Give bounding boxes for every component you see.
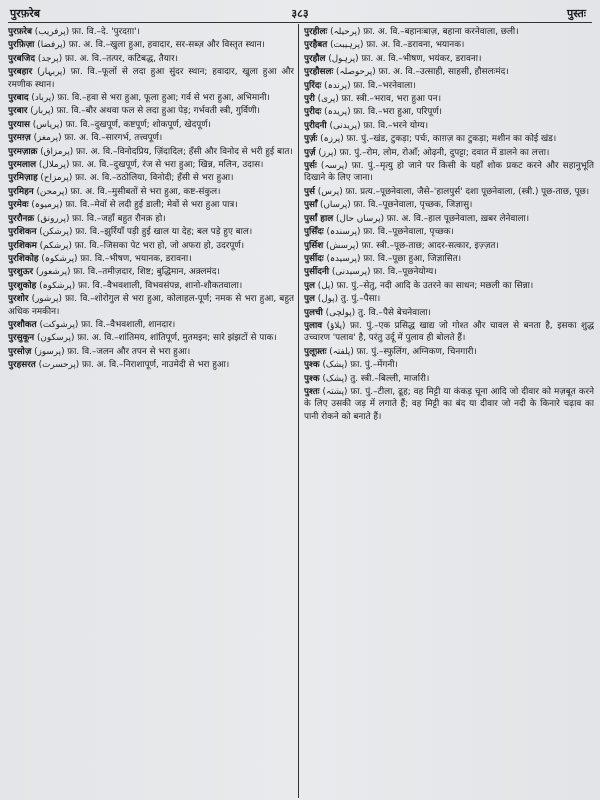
entry-headword: पुरबजिद [8, 53, 36, 64]
dictionary-entry [8, 332, 294, 344]
entry-urdu-spelling: (پررونق) [36, 213, 70, 224]
entry-definition: फ़ा. वि.–भरा हुआ, परिपूर्ण। [353, 107, 443, 118]
entry-headword: पुर्सिश [304, 240, 324, 251]
entry-urdu-spelling: (پشک) [322, 360, 348, 371]
entry-headword: पुश्क [304, 360, 320, 371]
entry-headword: पुर्ज़ [304, 147, 316, 158]
entry-urdu-spelling: (پرسکون) [36, 333, 75, 344]
dictionary-entry [304, 199, 594, 211]
entry-urdu-spelling: (پریاس) [32, 119, 63, 130]
entry-headword: पुरशौकत [8, 319, 37, 330]
dictionary-entry [8, 26, 294, 38]
entry-urdu-spelling: (پرحسرت) [38, 360, 80, 371]
dictionary-entry [304, 147, 594, 159]
entry-urdu-spelling: (پرسہ) [320, 161, 348, 172]
dictionary-entry [304, 53, 594, 65]
entry-definition: तु. पुं.–पैसा। [340, 294, 381, 305]
entry-headword: पुरशिकम [8, 240, 37, 251]
entry-urdu-spelling: (پرسندہ) [326, 227, 361, 238]
entry-headword: पुल [304, 294, 315, 305]
entry-headword: पुरहैबत [304, 40, 328, 51]
entry-urdu-spelling: (پرشکوہ) [41, 253, 78, 264]
entry-definition: फ़ा. वि.–भरनेवाला। [353, 80, 416, 91]
entry-urdu-spelling: (پرفریب) [34, 27, 70, 37]
dictionary-entry [304, 93, 594, 105]
entry-headword: पुरबहार [8, 67, 33, 78]
entry-headword: पुरहसरत [8, 360, 36, 371]
entry-headword: पुरमेवः [8, 200, 29, 211]
entry-headword: पुरिंदः [304, 80, 322, 91]
entry-headword: पुर्ज़ः [304, 134, 318, 145]
page-number: ३८३ [291, 7, 309, 20]
right-column [304, 26, 594, 796]
dictionary-entry [8, 146, 294, 158]
dictionary-entry [8, 266, 294, 278]
entry-headword: पुरीदः [304, 107, 322, 118]
entry-urdu-spelling: (پرسوز) [34, 346, 65, 357]
entry-urdu-spelling: (پری) [317, 94, 339, 105]
entry-urdu-spelling: (پرشکم) [39, 240, 72, 251]
header-last-word: पुस्तः [566, 7, 586, 20]
dictionary-entry [304, 120, 594, 132]
entry-urdu-spelling: (پرشور) [31, 294, 62, 305]
dictionary-entry [304, 226, 594, 238]
entry-headword: पुरहौल [304, 53, 326, 64]
entry-definition: फ़ा. अ. वि.–ठठोलिया, विनोदी; हँसी से भरा हुआ। [75, 173, 234, 184]
entry-definition: फ़ा. अ. वि.–डरावना, भयानक। [366, 40, 465, 51]
dictionary-entry [8, 119, 294, 131]
entry-headword: पुरसोज़ [8, 346, 32, 357]
entry-urdu-spelling: (پرس) [317, 186, 343, 197]
entry-definition: फ़ा. अ. वि.–खुला हुआ, हवादार, सर-सब्ज़ और विस्तृत स्थान। [68, 40, 265, 51]
entry-urdu-spelling: (پرمغز) [33, 133, 62, 144]
entry-definition: फ़ा. अ. वि.–मुसीबतों से भरा हुआ, कष्ट-संकुल। [70, 186, 221, 197]
entry-urdu-spelling: (پرمیوہ) [31, 200, 63, 211]
entry-definition: तु. वि.–पैसे बेचनेवाला। [357, 307, 431, 318]
dictionary-entry [304, 133, 594, 145]
dictionary-entry [8, 159, 294, 171]
entry-headword: पुरशिकन [8, 227, 37, 238]
entry-definition: फ़ा. अ. वि.–बहानःबाज़, बहाना करनेवाला, छली। [363, 27, 519, 37]
entry-definition: फ़ा. पुं.–सेतु, नदी आदि के उतरने का साधन; मछली का सिन्ना। [336, 280, 534, 291]
entry-headword: पुरमिज़ाह [8, 173, 38, 184]
entry-definition: फ़ा. वि.–तमीज़दार, शिष्ट; बुद्धिमान, अक़्लमंद। [73, 267, 220, 278]
entry-definition: फ़ा. प्रत्य.–पूछनेवाला, जैसे–'हालपुर्स' दशा पूछनेवाला, (स्त्री.) पूछ-ताछ, पूछ। [345, 186, 590, 197]
entry-definition: फ़ा. वि.–फूलों से लदा हुआ सुंदर स्थान; हवादार, खुला हुआ और रमणीक स्थान। [8, 67, 294, 90]
entry-urdu-spelling: (پرہول) [328, 53, 359, 64]
entry-definition: फ़ा. अ. वि.–हाल पूछनेवाला, ख़बर लेनेवाला। [386, 213, 530, 224]
entry-urdu-spelling: (پرسیدہ) [326, 253, 361, 264]
entry-urdu-spelling: (پرہیبت) [330, 40, 364, 51]
entry-headword: पुरफ़रेब [8, 27, 32, 37]
dictionary-entry [304, 320, 594, 345]
entry-urdu-spelling: (پشک) [322, 373, 348, 384]
entry-definition: फ़ा. वि.–शोरोगुल से भरा हुआ, कोलाहल-पूर्ण; नमक से भरा हुआ, बहुत अधिक नमकीन। [8, 294, 294, 317]
entry-definition: फ़ा. वि.–दे. 'पुरदग़ा'। [71, 27, 140, 37]
dictionary-entry [8, 226, 294, 238]
entry-headword: पुर्स [304, 186, 315, 197]
entry-definition: फ़ा. वि.–पूछा हुआ, जिज्ञासित। [363, 253, 462, 264]
entry-definition: फ़ा. पुं.–खंड, टुकड़ा; पर्चः, काग़ज़ का टुकड़ा; मशीन का कोई खंड। [346, 134, 557, 145]
entry-definition: फ़ा. वि.–बौर अथवा फल से लदा हुआ पेड़; गर्भवती स्त्री, गुर्विणी। [56, 106, 260, 117]
entry-definition: फ़ा. पुं.–मेंगनी। [350, 360, 398, 371]
entry-definition: फ़ा. पुं.–रोम, लोम, रोआँ; ओढ़नी, दुपट्टा; दवात में डालने का लत्ता। [339, 147, 550, 158]
dictionary-entry [8, 346, 294, 358]
entry-headword: पुर्सीदनी [304, 267, 330, 278]
dictionary-entry [8, 240, 294, 252]
entry-urdu-spelling: (پرمزاق) [40, 146, 74, 157]
entry-headword: पुरीदनी [304, 120, 327, 131]
entry-definition: फ़ा. वि.–जहाँ बहुत रौनक़ हो। [72, 213, 166, 224]
dictionary-entry [304, 66, 594, 78]
entry-definition: फ़ा. अ. वि.–भीषण, भयंकर, डरावना। [361, 53, 482, 64]
dictionary-entry [304, 346, 594, 358]
entry-urdu-spelling: (پرفضا) [37, 40, 66, 51]
entry-definition: फ़ा. अ. वि.–उत्साही, साहसी, हौसलःमंद। [378, 67, 509, 78]
dictionary-entry [304, 26, 594, 38]
entry-definition: फ़ा. अ. वि.–तत्पर, कटिबद्ध, तैयार। [64, 53, 179, 64]
entry-definition: फ़ा. अ. वि.–सारगर्भ, तत्त्वपूर्ण। [64, 133, 163, 144]
dictionary-entry [8, 293, 294, 318]
entry-headword: पुर्साँ [304, 200, 318, 211]
header-rule [8, 22, 592, 23]
entry-definition: फ़ा. अ. वि.–निराशापूर्ण, नाउमेदी से भरा हुआ। [82, 360, 230, 371]
entry-headword: पुरशुकोह [8, 280, 37, 291]
entry-urdu-spelling: (پریدنی) [329, 120, 361, 131]
dictionary-entry [8, 253, 294, 265]
entry-urdu-spelling: (پرحوصلہ) [336, 67, 376, 78]
entry-urdu-spelling: (پرملال) [38, 160, 70, 171]
entry-urdu-spelling: (پلفتہ) [329, 346, 354, 357]
entry-urdu-spelling: (پلاؤ) [326, 320, 346, 331]
entry-definition: फ़ा. वि.–वैभवशाली, शानदार। [81, 319, 176, 330]
entry-urdu-spelling: (پریدہ) [324, 107, 351, 118]
entry-definition: फ़ा. वि.–हवा से भरा हुआ, फूला हुआ; गर्व से भरा हुआ, अभिमानी। [57, 93, 270, 104]
entry-definition: फ़ा. पुं.–मृत्यु हो जाने पर किसी के यहाँ शोक प्रकट करने और सहानुभूति दिखाने के लिए जाना। [304, 161, 594, 184]
dictionary-entry [8, 39, 294, 51]
entry-urdu-spelling: (پولچی) [325, 307, 356, 318]
entry-urdu-spelling: (پرباد) [31, 93, 55, 104]
entry-definition: फ़ा. वि.–पूछनेवाला, पृच्छक। [363, 227, 454, 238]
dictionary-entry [304, 280, 594, 292]
entry-definition: फ़ा. वि.–पूछनेवाला, पृच्छक, जिज्ञासु। [353, 200, 473, 211]
entry-urdu-spelling: (پرشکن) [39, 227, 73, 238]
dictionary-entry [8, 132, 294, 144]
entry-headword: पुरमलाल [8, 160, 37, 171]
dictionary-entry [304, 80, 594, 92]
entry-urdu-spelling: (پرمزاح) [40, 173, 73, 184]
entry-headword: पुरयास [8, 119, 30, 130]
column-divider [298, 24, 299, 798]
entry-headword: पुश्क [304, 373, 320, 384]
entry-headword: पुलूफ़्तः [304, 346, 327, 357]
entry-headword: पुरी [304, 94, 315, 105]
entry-definition: फ़ा. वि.–जलन और तपन से भरा हुआ। [67, 346, 191, 357]
entry-urdu-spelling: (پرساں) [320, 200, 351, 211]
entry-headword: पुरमिहन [8, 186, 34, 197]
entry-headword: पुरहीलः [304, 27, 328, 37]
dictionary-entry [304, 266, 594, 278]
dictionary-entry [8, 280, 294, 292]
entry-urdu-spelling: (پرمحن) [36, 186, 68, 197]
entry-urdu-spelling: (پرشعور) [35, 267, 71, 278]
entry-definition: फ़ा. अ. वि.–विनोदप्रिय, ज़िंदादिल; हँसी और विनोद से भरी हुई बात। [76, 146, 293, 157]
entry-headword: पुर्सिंदः [304, 227, 324, 238]
entry-definition: फ़ा. वि.–भीषण, भयानक, डरावना। [80, 253, 192, 264]
entry-headword: पुरशोर [8, 294, 29, 305]
entry-urdu-spelling: (پرسش) [326, 240, 359, 251]
entry-headword: पुरशिकोह [8, 253, 39, 264]
dictionary-entry [8, 66, 294, 91]
dictionary-entry [304, 253, 594, 265]
dictionary-entry [304, 293, 594, 305]
page-header [0, 0, 600, 24]
dictionary-entry [304, 307, 594, 319]
entry-definition: फ़ा. पुं.–एक प्रसिद्ध खाद्य जो गोश्त और चावल से बनता है, इसका शुद्ध उच्चारण 'पलाव' है, परंतु उर्दू में पुलाव ही बोलते हैं। [304, 320, 594, 344]
entry-definition: फ़ा. वि.–दुखपूर्ण, कष्टपूर्ण; शोकपूर्ण, खेदपूर्ण। [65, 119, 211, 130]
entry-headword: पुरमज़ाक़ [8, 146, 38, 157]
entry-definition: फ़ा. पुं.–स्फुलिंग, अग्निकण, चिनगारी। [356, 346, 477, 357]
entry-headword: पुररौनक़ [8, 213, 35, 224]
entry-urdu-spelling: (پرسیدنی) [331, 267, 371, 278]
entry-definition: फ़ा. वि.–झुर्रियाँ पड़ी हुई खाल या देह; बल पड़े हुए बाल। [75, 227, 253, 238]
entry-urdu-spelling: (پل) [317, 280, 334, 291]
dictionary-entry [304, 186, 594, 198]
dictionary-entry [8, 213, 294, 225]
entry-definition: तु. स्त्री.–बिल्ली, मार्जारी। [350, 373, 430, 384]
entry-urdu-spelling: (پرز) [318, 147, 337, 158]
entry-headword: पुल [304, 280, 315, 291]
entry-definition: फ़ा. वि.–मेवों से लदी हुई डाली; मेवों से भरा हुआ पात्र। [65, 200, 238, 211]
dictionary-entry [8, 319, 294, 331]
entry-definition: फ़ा. अ. वि.–शांतिमय, शांतिपूर्ण, मुतमइन; सारे झंझटों से पाक। [77, 333, 277, 344]
entry-headword: पुरशुऊर [8, 267, 34, 278]
entry-headword: पुरबाद [8, 93, 29, 104]
entry-definition: फ़ा. पुं.–टीला, ढूह; वह मिट्टी या कंकड़ चूना आदि जो दीवार को मज़बूत करने के लिए उसकी जड़ में लगाते हैं; वह मिट्टी का बंद या दीवार जो नदी के किनारे चढ़ाव का पानी रोकने को बनाते हैं। [304, 386, 594, 422]
dictionary-entry [8, 105, 294, 117]
entry-urdu-spelling: (پربار) [30, 106, 54, 117]
entry-headword: पुर्सांं हाल [304, 213, 334, 224]
entry-definition: फ़ा. वि.–जिसका पेट भरा हो, जो अफरा हो, उदरपूर्ण। [74, 240, 245, 251]
left-column [8, 26, 294, 796]
entry-urdu-spelling: (پرندہ) [324, 80, 351, 91]
entry-definition: फ़ा. वि.–पूछनेयोग्य। [373, 267, 437, 278]
dictionary-entry [8, 186, 294, 198]
dictionary-entry [304, 373, 594, 385]
entry-headword: पुलची [304, 307, 323, 318]
dictionary-entry [304, 106, 594, 118]
entry-definition: फ़ा. वि.–वैभवशाली, विभवसंपन्न, शानो-शौकतवाला। [78, 280, 243, 291]
entry-headword: पुरमग़्ज़ [8, 133, 31, 144]
dictionary-entry [304, 240, 594, 252]
entry-headword: पुरबार [8, 106, 28, 117]
entry-urdu-spelling: (پرزہ) [320, 134, 344, 145]
entry-headword: पुर्सः [304, 161, 317, 172]
dictionary-entry [8, 172, 294, 184]
dictionary-entry [304, 39, 594, 51]
entry-headword: पुर्सीदः [304, 253, 324, 264]
dictionary-entry [304, 359, 594, 371]
entry-headword: पुश्तः [304, 386, 320, 397]
entry-urdu-spelling: (پشتہ) [322, 386, 348, 397]
dictionary-entry [8, 359, 294, 371]
entry-urdu-spelling: (پول) [317, 294, 339, 305]
dictionary-entry [304, 160, 594, 185]
dictionary-entry [304, 213, 594, 225]
dictionary-entry [8, 199, 294, 211]
entry-headword: पुरफ़िज़ा [8, 40, 35, 51]
entry-urdu-spelling: (پرساں حال) [336, 213, 384, 224]
entry-definition: फ़ा. वि.–भरने योग्य। [363, 120, 429, 131]
header-first-word: पुरफ़रेब [10, 7, 41, 20]
dictionary-entry [304, 386, 594, 423]
entry-definition: फ़ा. अ. वि.–दुखपूर्ण, रंज से भरा हुआ; खिन्न, मलिन, उदास। [72, 160, 264, 171]
entry-urdu-spelling: (پرشکوہ) [39, 280, 76, 291]
entry-headword: पुलाव [304, 320, 323, 331]
entry-urdu-spelling: (پرشوکت) [39, 319, 79, 330]
entry-urdu-spelling: (پرحیلہ) [330, 27, 361, 37]
dictionary-entry [8, 92, 294, 104]
entry-definition: फ़ा. स्त्री.–भराव, भरा हुआ पन। [341, 94, 442, 105]
entry-headword: पुरहौसलः [304, 67, 334, 78]
entry-headword: पुरसुकून [8, 333, 35, 344]
dictionary-entry [8, 53, 294, 65]
entry-urdu-spelling: (پرجد) [37, 53, 63, 64]
entry-definition: फ़ा. स्त्री.–पूछ-ताछ; आदर-सत्कार, इज़्ज़त। [361, 240, 499, 251]
entry-urdu-spelling: (پربہار) [37, 67, 66, 78]
